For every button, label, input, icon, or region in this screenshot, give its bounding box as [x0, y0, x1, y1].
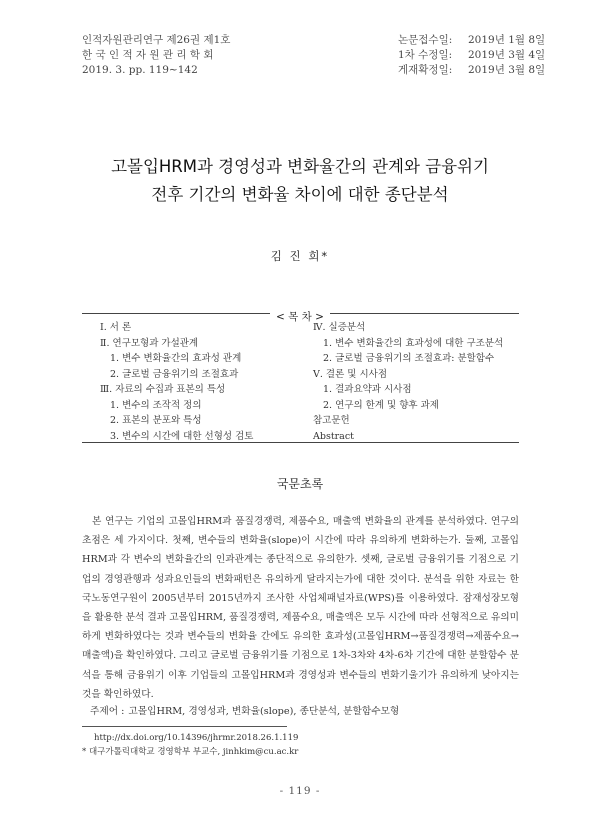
- received-date-row: [398, 33, 545, 48]
- doi-link[interactable]: http://dx.doi.org/10.14396/jhrmr.2018.26.1.119: [94, 733, 299, 743]
- toc-item: Ⅰ. 서 론: [100, 322, 132, 333]
- journal-name: 인적자원관리연구 제26권 제1호: [82, 34, 231, 46]
- toc-item: Ⅴ. 결론 및 시사점: [313, 368, 388, 380]
- toc-item: 참고문헌: [313, 415, 350, 426]
- author: 김 진 희*: [270, 249, 330, 263]
- revised-value: 2019년 3월 4일: [468, 49, 546, 61]
- toc-left-column: [100, 320, 253, 444]
- received-label: 논문접수일:: [398, 34, 453, 46]
- page-number: - 119 -: [279, 785, 321, 797]
- accepted-label: 게재확정일:: [398, 64, 453, 76]
- footnote-divider: [82, 726, 287, 727]
- toc-item: Ⅱ. 연구모형과 가설관계: [100, 337, 199, 349]
- toc-item: Ⅳ. 실증분석: [313, 322, 366, 333]
- toc-heading: [0, 305, 600, 324]
- abstract-heading: 국문초록: [276, 477, 324, 491]
- accepted-value: 2019년 3월 8일: [468, 64, 546, 76]
- toc-item: 1. 변수 변화율간의 효과성에 대한 구조분석: [323, 337, 504, 349]
- toc-item: 3. 변수의 시간에 대한 선형성 검토: [110, 430, 254, 442]
- toc-item: 1. 결과요약과 시사점: [323, 384, 412, 395]
- toc-item: 1. 변수 변화율간의 효과성 관계: [110, 353, 242, 364]
- revised-label: 1차 수정일:: [398, 49, 453, 61]
- keywords-label: 주제어 :: [90, 706, 125, 717]
- toc-item: 2. 글로벌 금융위기의 조절효과: [110, 368, 239, 380]
- toc-right-column: [313, 320, 503, 444]
- submission-dates: [398, 33, 545, 78]
- paper-title: [0, 153, 600, 209]
- paper-title-line-1: 고몰입HRM과 경영성과 변화율간의 관계와 금융위기: [111, 157, 489, 176]
- journal-pages: 2019. 3. pp. 119∼142: [82, 64, 198, 76]
- abstract-body: 본 연구는 기업의 고몰입HRM과 품질경쟁력, 제품수요, 매출액 변화율의 관계를 분석하였다. 연구의 초점은 세 가지이다. 첫째, 변수들의 변화율(slope)이 시간에 따라 유의하게 변화하는가. 둘째, 고몰입HRM과 각 변수의 변화율간의 인과관계는 종단적으로 유의한가. 셋째, 글로벌 금융위기를 기점으로 기업의 경영관행과 성과요인들의 변화패턴은 유의하게 달라지는가에 대한 것이다. 분석을 위한 자료는 한국노동연구원이 2005년부터 2015년까지 조사한 사업체패널자료(WPS)를 이용하였다. 잠재성장모형을 활용한 분석 결과 고몰입HRM, 품질경쟁력, 제품수요, 매출액은 모두 시간에 따라 선형적으로 유의미하게 변화하였다는 것과 변수들의 변화율 간에도 유의한 효과성(고몰입HRM→품질경쟁력→제품수요→매출액)을 확인하였다. 그리고 글로벌 금융위기를 기점으로 1차-3차와 4차-6차 기간에 대한 분할함수 분석을 통해 금융위기 이후 기업들의 고몰입HRM과 경영성과 변수들의 변화기울기가 유의하게 낮아지는 것을 확인하였다.: [82, 516, 519, 700]
- accepted-date-row: [398, 63, 545, 78]
- keywords: [90, 703, 520, 717]
- author-affiliation-footnote: * 대구가톨릭대학교 경영학부 부교수, jinhkim@cu.ac.kr: [82, 747, 299, 757]
- toc-item: 2. 표본의 분포와 특성: [110, 415, 202, 426]
- toc-item: 2. 연구의 한계 및 향후 과제: [323, 399, 439, 411]
- toc-item: 2. 글로벌 금융위기의 조절효과: 분할함수: [323, 353, 495, 364]
- received-value: 2019년 1월 8일: [468, 34, 546, 46]
- journal-info: [82, 33, 230, 78]
- keywords-text: 고몰입HRM, 경영성과, 변화율(slope), 종단분석, 분할함수모형: [128, 706, 400, 717]
- society-name: 한 국 인 적 자 원 관 리 학 회: [82, 49, 214, 61]
- paper-title-line-2: 전후 기간의 변화율 차이에 대한 종단분석: [151, 185, 449, 204]
- toc-item: Ⅲ. 자료의 수집과 표본의 특성: [100, 384, 226, 395]
- revised-date-row: [398, 48, 545, 63]
- toc-item: 1. 변수의 조작적 정의: [110, 399, 202, 411]
- toc-item: Abstract: [313, 430, 354, 442]
- toc-heading-text: < 목 차 >: [270, 311, 330, 323]
